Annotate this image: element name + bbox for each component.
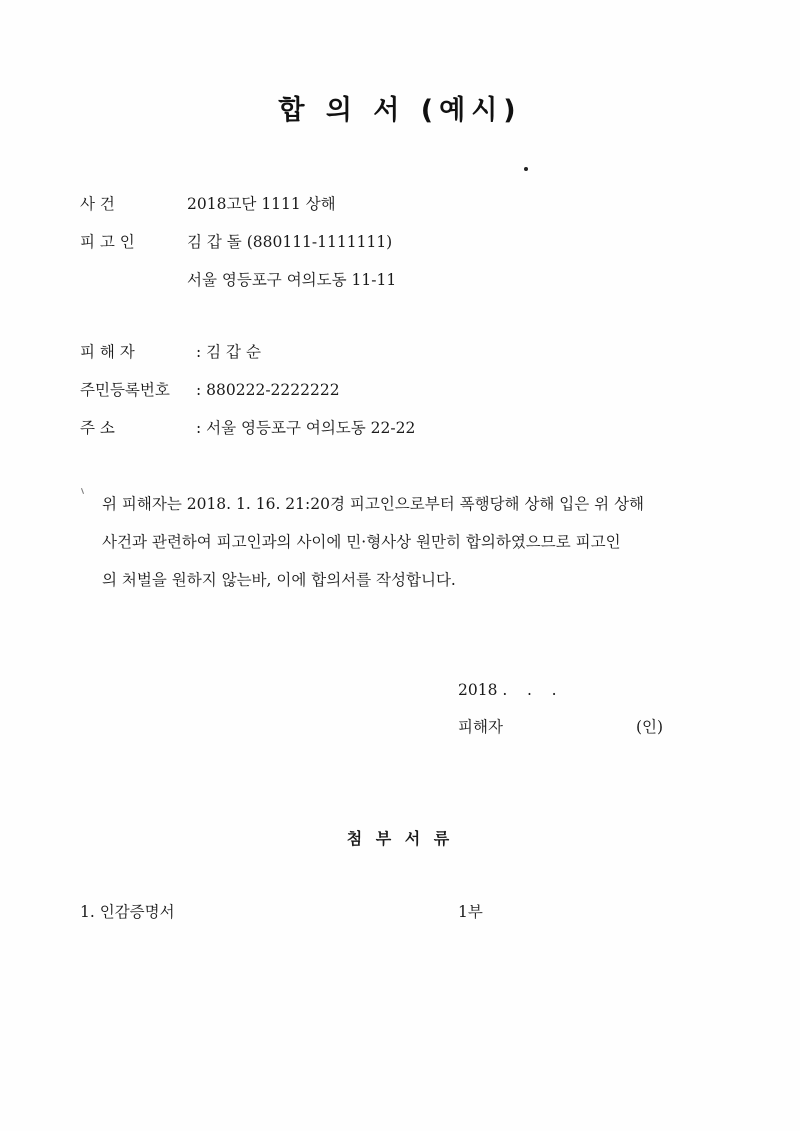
- victim-name-label: 피 해 자: [80, 343, 135, 361]
- document-title: 합 의 서 (예시): [278, 95, 522, 126]
- case-value: 2018고단 1111 상해: [187, 195, 336, 213]
- attachment-item-name: 1. 인감증명서: [80, 903, 175, 921]
- victim-name-value: : 김 갑 순: [196, 343, 261, 361]
- defendant-name-id: 김 갑 돌 (880111-1111111): [187, 233, 393, 251]
- victim-address-label: 주 소: [80, 419, 115, 437]
- case-label: 사 건: [80, 195, 115, 213]
- attachments-title: 첨 부 서 류: [346, 829, 454, 848]
- victim-address-value: : 서울 영등포구 여의도동 22-22: [196, 419, 416, 437]
- signature-date: 2018 . . .: [458, 681, 557, 699]
- victim-rrn-value: : 880222-2222222: [196, 381, 340, 399]
- stray-mark: [524, 167, 528, 171]
- defendant-label: 피 고 인: [80, 233, 135, 251]
- body-line: 위 피해자는 2018. 1. 16. 21:20경 피고인으로부터 폭행당해 상해 입은 위 상해: [102, 495, 645, 513]
- body-line: 의 처벌을 원하지 않는바, 이에 합의서를 작성합니다.: [102, 571, 456, 589]
- attachment-item-count: 1부: [458, 903, 483, 921]
- seal-mark: (인): [636, 718, 664, 736]
- defendant-address: 서울 영등포구 여의도동 11-11: [187, 271, 397, 289]
- agreement-body: [80, 485, 720, 599]
- victim-rrn-label: 주민등록번호: [80, 381, 170, 399]
- signer-label: 피해자: [458, 718, 503, 736]
- body-line: 사건과 관련하여 피고인과의 사이에 민·형사상 원만히 합의하였으므로 피고인: [102, 533, 621, 551]
